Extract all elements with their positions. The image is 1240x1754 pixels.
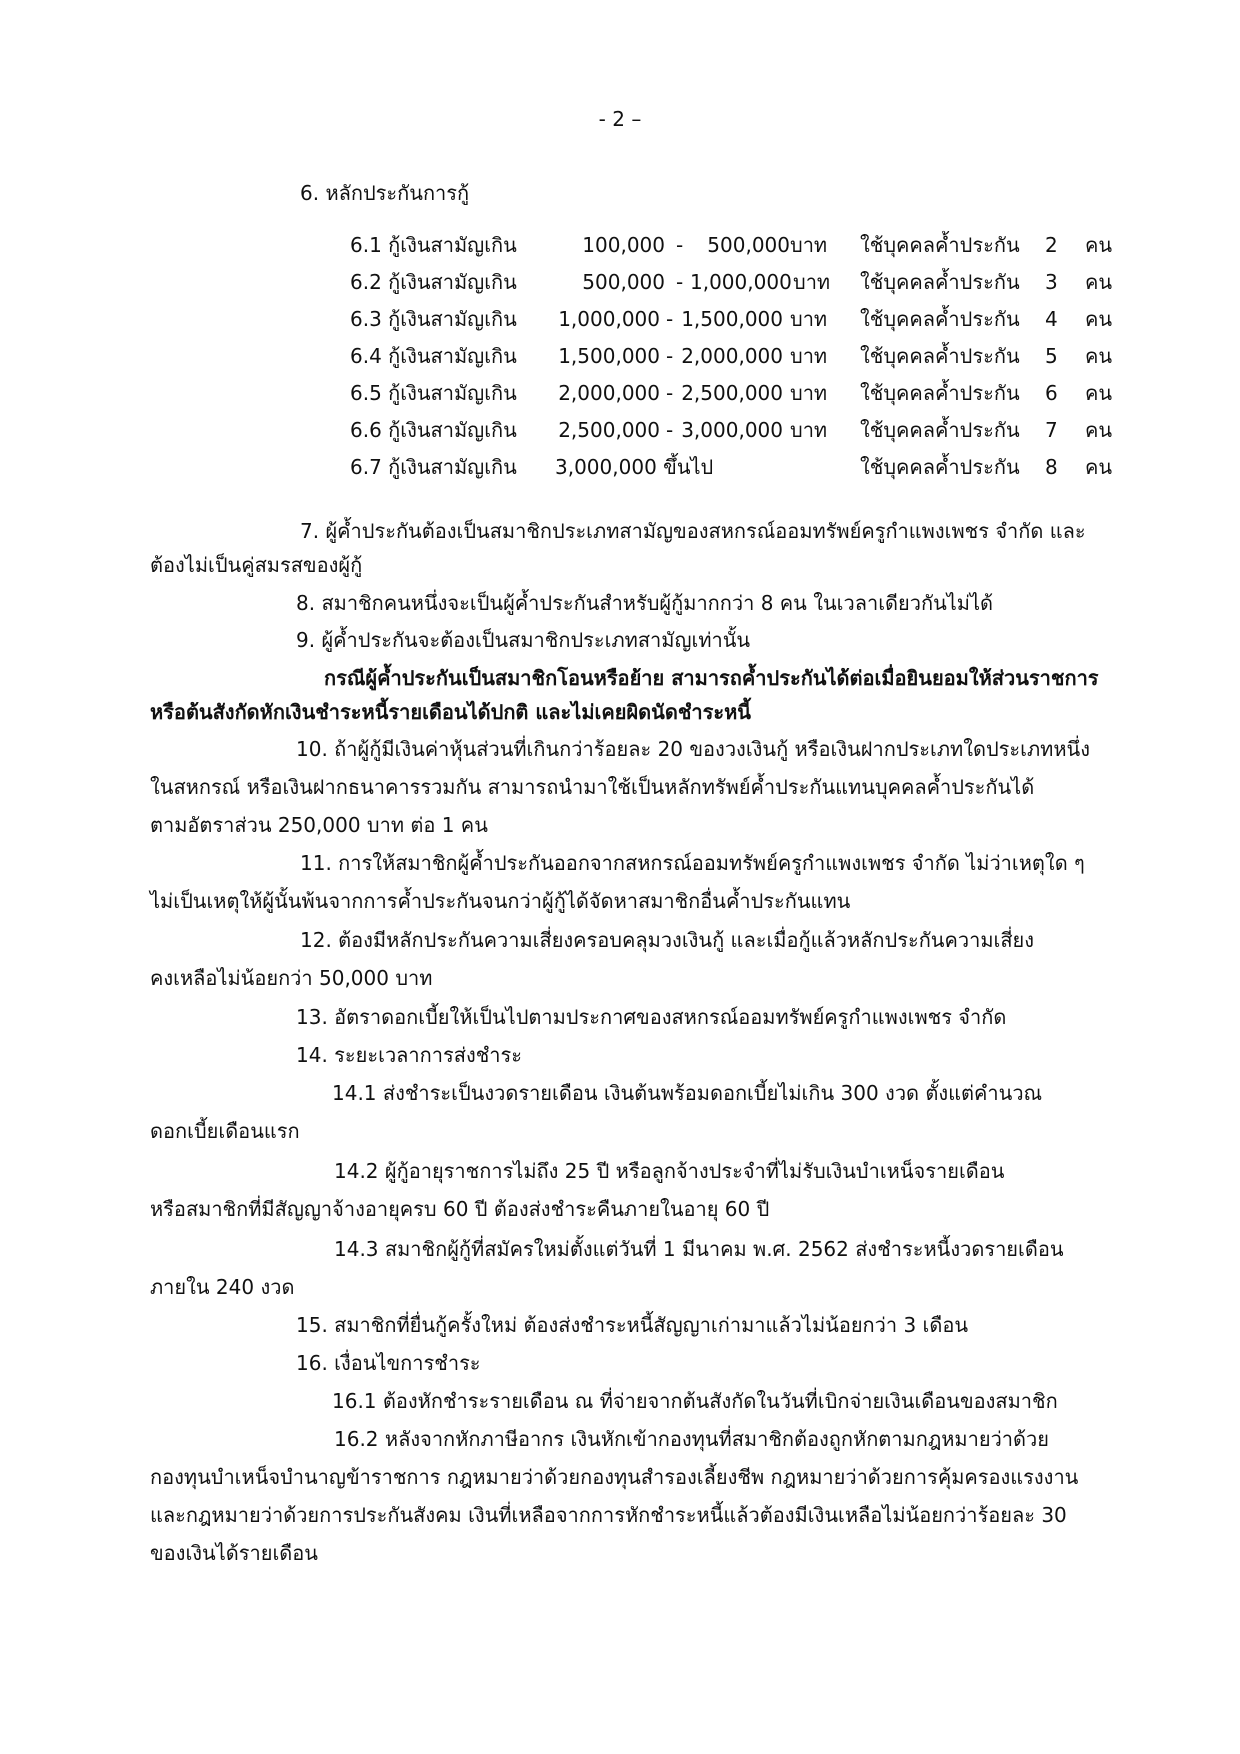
- clause-11-line-2: ไม่เป็นเหตุให้ผู้นั้นพ้นจากการค้ำประกันจนกว่าผู้กู้ได้จัดหาสมาชิกอื่นค้ำประกันแทน: [150, 889, 851, 913]
- table-row: [0, 452, 1240, 482]
- clause-16-2-line-3: และกฎหมายว่าด้วยการประกันสังคม เงินที่เหลือจากการหักชำระหนี้แล้วต้องมีเงินเหลือไม่น้อยกว่าร้อยละ 30: [150, 1503, 1067, 1527]
- row-label: 6.5 กู้เงินสามัญเกิน: [350, 381, 517, 405]
- row-count-unit: คน: [1085, 307, 1113, 331]
- row-amount: 3,000,000 ขึ้นไป: [555, 455, 714, 479]
- clause-16-2-line-1: 16.2 หลังจากหักภาษีอากร เงินหักเข้ากองทุนที่สมาชิกต้องถูกหักตามกฎหมายว่าด้วย: [334, 1427, 1049, 1451]
- row-from: 100,000: [582, 233, 665, 257]
- row-guarantor: ใช้บุคคลค้ำประกัน: [860, 233, 1020, 257]
- row-guarantor: ใช้บุคคลค้ำประกัน: [860, 307, 1020, 331]
- row-to: 2,000,000: [681, 344, 783, 368]
- row-unit: บาท: [790, 381, 828, 405]
- clause-16-2-line-4: ของเงินได้รายเดือน: [150, 1541, 318, 1565]
- row-count: 5: [1045, 344, 1058, 368]
- row-to: 2,500,000: [681, 381, 783, 405]
- row-dash: -: [666, 344, 674, 368]
- table-row: [0, 230, 1240, 260]
- table-row: [0, 341, 1240, 371]
- row-unit: บาท: [790, 307, 828, 331]
- row-label: 6.6 กู้เงินสามัญเกิน: [350, 418, 517, 442]
- clause-8: 8. สมาชิกคนหนึ่งจะเป็นผู้ค้ำประกันสำหรับผู้กู้มากกว่า 8 คน ในเวลาเดียวกันไม่ได้: [296, 591, 994, 615]
- row-unit: บาท: [790, 418, 828, 442]
- row-label: 6.3 กู้เงินสามัญเกิน: [350, 307, 517, 331]
- row-count-unit: คน: [1085, 233, 1113, 257]
- row-count: 2: [1045, 233, 1058, 257]
- row-dash: -: [666, 418, 674, 442]
- row-dash: -: [676, 270, 684, 294]
- row-from: 2,000,000: [558, 381, 660, 405]
- row-from: 1,000,000: [558, 307, 660, 331]
- row-label: 6.4 กู้เงินสามัญเกิน: [350, 344, 517, 368]
- clause-12-line-2: คงเหลือไม่น้อยกว่า 50,000 บาท: [150, 966, 433, 990]
- clause-10-line-3: ตามอัตราส่วน 250,000 บาท ต่อ 1 คน: [150, 813, 488, 837]
- row-guarantor: ใช้บุคคลค้ำประกัน: [860, 344, 1020, 368]
- row-to: 1,000,000: [690, 270, 792, 294]
- clause-13: 13. อัตราดอกเบี้ยให้เป็นไปตามประกาศของสหกรณ์ออมทรัพย์ครูกำแพงเพชร จำกัด: [296, 1005, 1007, 1029]
- row-guarantor: ใช้บุคคลค้ำประกัน: [860, 270, 1020, 294]
- row-to: 3,000,000: [681, 418, 783, 442]
- clause-14-3-line-1: 14.3 สมาชิกผู้กู้ที่สมัครใหม่ตั้งแต่วันที่ 1 มีนาคม พ.ศ. 2562 ส่งชำระหนี้งวดรายเดือน: [334, 1237, 1064, 1261]
- clause-7-line-2: ต้องไม่เป็นคู่สมรสของผู้กู้: [150, 553, 363, 577]
- row-count: 4: [1045, 307, 1058, 331]
- row-label: 6.1 กู้เงินสามัญเกิน: [350, 233, 517, 257]
- row-count: 8: [1045, 455, 1058, 479]
- table-row: [0, 378, 1240, 408]
- clause-9-note-line-2: หรือต้นสังกัดหักเงินชำระหนี้รายเดือนได้ปกติ และไม่เคยผิดนัดชำระหนี้: [150, 700, 751, 724]
- clause-16-1: 16.1 ต้องหักชำระรายเดือน ณ ที่จ่ายจากต้นสังกัดในวันที่เบิกจ่ายเงินเดือนของสมาชิก: [332, 1389, 1058, 1413]
- row-count-unit: คน: [1085, 270, 1113, 294]
- row-unit: บาท: [790, 233, 828, 257]
- table-row: [0, 267, 1240, 297]
- row-unit: บาท: [790, 344, 828, 368]
- row-dash: -: [676, 233, 684, 257]
- clause-15: 15. สมาชิกที่ยื่นกู้ครั้งใหม่ ต้องส่งชำระหนี้สัญญาเก่ามาแล้วไม่น้อยกว่า 3 เดือน: [296, 1313, 969, 1337]
- row-label: 6.2 กู้เงินสามัญเกิน: [350, 270, 517, 294]
- row-count-unit: คน: [1085, 381, 1113, 405]
- row-from: 2,500,000: [558, 418, 660, 442]
- row-guarantor: ใช้บุคคลค้ำประกัน: [860, 418, 1020, 442]
- clause-11-line-1: 11. การให้สมาชิกผู้ค้ำประกันออกจากสหกรณ์ออมทรัพย์ครูกำแพงเพชร จำกัด ไม่ว่าเหตุใด ๆ: [300, 851, 1085, 875]
- clause-14-3-line-2: ภายใน 240 งวด: [150, 1275, 295, 1299]
- clause-14-2-line-2: หรือสมาชิกที่มีสัญญาจ้างอายุครบ 60 ปี ต้องส่งชำระคืนภายในอายุ 60 ปี: [150, 1197, 770, 1221]
- row-count: 6: [1045, 381, 1058, 405]
- row-to: 1,500,000: [681, 307, 783, 331]
- clause-14-2-line-1: 14.2 ผู้กู้อายุราชการไม่ถึง 25 ปี หรือลูกจ้างประจำที่ไม่รับเงินบำเหน็จรายเดือน: [334, 1159, 1005, 1183]
- clause-14: 14. ระยะเวลาการส่งชำระ: [296, 1043, 523, 1067]
- clause-10-line-1: 10. ถ้าผู้กู้มีเงินค่าหุ้นส่วนที่เกินกว่าร้อยละ 20 ของวงเงินกู้ หรือเงินฝากประเภทใดประเภทหนึ่ง: [296, 737, 1090, 761]
- row-count: 7: [1045, 418, 1058, 442]
- page-number: - 2 –: [598, 107, 642, 131]
- clause-9: 9. ผู้ค้ำประกันจะต้องเป็นสมาชิกประเภทสามัญเท่านั้น: [296, 628, 751, 652]
- row-guarantor: ใช้บุคคลค้ำประกัน: [860, 455, 1020, 479]
- clause-7-line-1: 7. ผู้ค้ำประกันต้องเป็นสมาชิกประเภทสามัญของสหกรณ์ออมทรัพย์ครูกำแพงเพชร จำกัด และ: [300, 519, 1086, 543]
- row-dash: -: [666, 381, 674, 405]
- row-from: 1,500,000: [558, 344, 660, 368]
- row-count-unit: คน: [1085, 455, 1113, 479]
- row-dash: -: [666, 307, 674, 331]
- section-6-heading: 6. หลักประกันการกู้: [300, 181, 470, 205]
- clause-10-line-2: ในสหกรณ์ หรือเงินฝากธนาคารรวมกัน สามารถนำมาใช้เป็นหลักทรัพย์ค้ำประกันแทนบุคคลค้ำประกันได้: [150, 775, 1035, 799]
- clause-14-1-line-2: ดอกเบี้ยเดือนแรก: [150, 1119, 300, 1143]
- row-guarantor: ใช้บุคคลค้ำประกัน: [860, 381, 1020, 405]
- row-label: 6.7 กู้เงินสามัญเกิน: [350, 455, 517, 479]
- clause-14-1-line-1: 14.1 ส่งชำระเป็นงวดรายเดือน เงินต้นพร้อมดอกเบี้ยไม่เกิน 300 งวด ตั้งแต่คำนวณ: [332, 1081, 1043, 1105]
- clause-16-2-line-2: กองทุนบำเหน็จบำนาญข้าราชการ กฎหมายว่าด้วยกองทุนสำรองเลี้ยงชีพ กฎหมายว่าด้วยการคุ้มครองแรงงาน: [150, 1465, 1079, 1489]
- clause-9-note-line-1: กรณีผู้ค้ำประกันเป็นสมาชิกโอนหรือย้าย สามารถค้ำประกันได้ต่อเมื่อยินยอมให้ส่วนราชการ: [324, 666, 1099, 690]
- row-count-unit: คน: [1085, 418, 1113, 442]
- row-to: 500,000: [707, 233, 790, 257]
- row-unit: บาท: [793, 270, 831, 294]
- clause-16: 16. เงื่อนไขการชำระ: [296, 1351, 481, 1375]
- row-from: 500,000: [582, 270, 665, 294]
- row-count-unit: คน: [1085, 344, 1113, 368]
- table-row: [0, 415, 1240, 445]
- clause-12-line-1: 12. ต้องมีหลักประกันความเสี่ยงครอบคลุมวงเงินกู้ และเมื่อกู้แล้วหลักประกันความเสี่ยง: [300, 928, 1035, 952]
- row-count: 3: [1045, 270, 1058, 294]
- table-row: [0, 304, 1240, 334]
